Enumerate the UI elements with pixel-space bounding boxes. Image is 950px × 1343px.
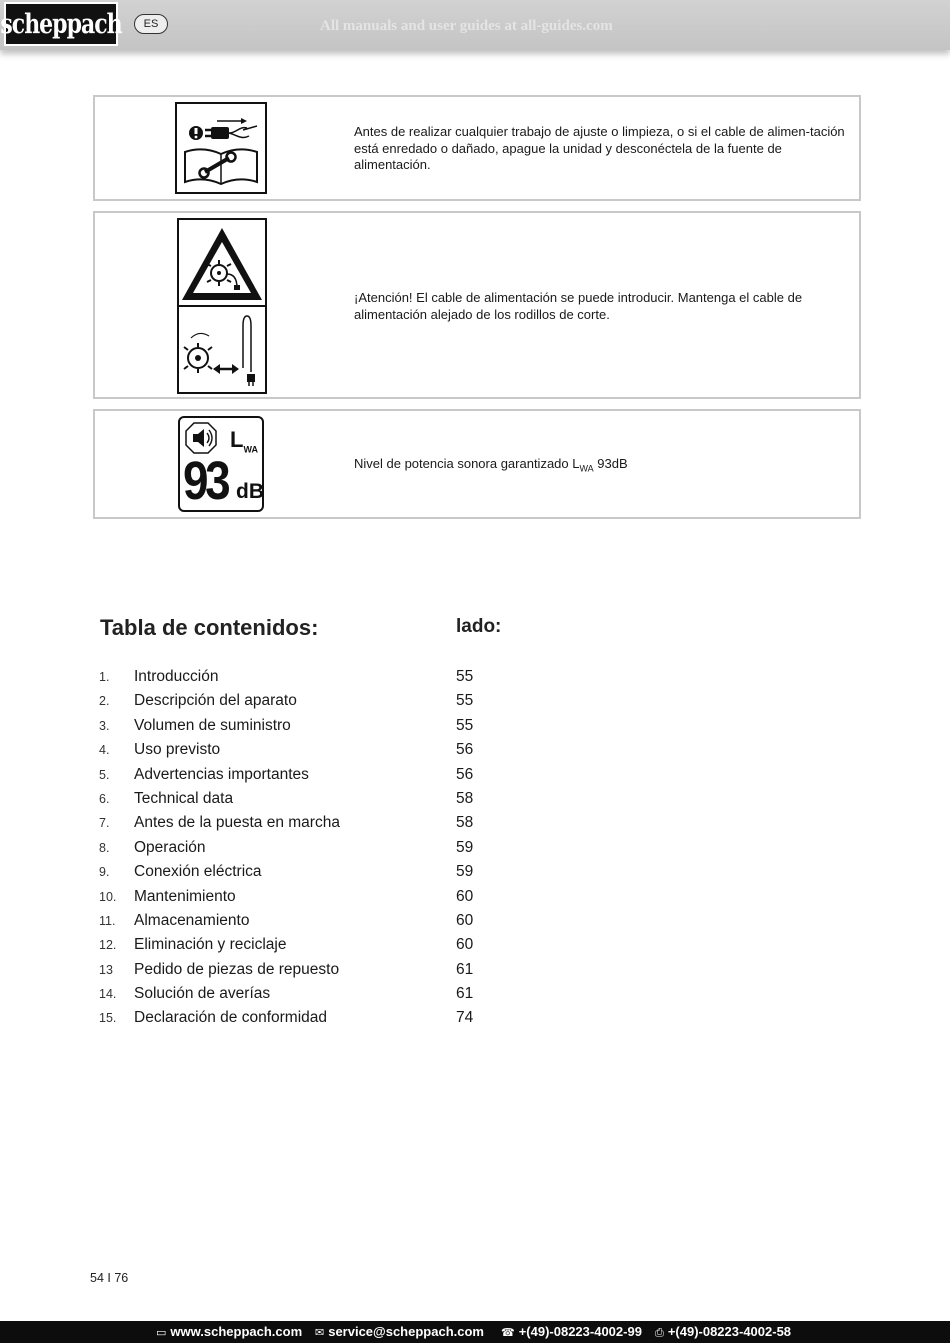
noise-text-sub: WA xyxy=(579,463,594,474)
toc-item-number: 13 xyxy=(99,962,113,977)
toc-item-page: 74 xyxy=(456,1009,474,1027)
mail-icon: ✉ xyxy=(315,1326,325,1339)
toc-title: Tabla de contenidos: xyxy=(100,615,319,640)
noise-level-badge xyxy=(178,416,264,512)
toc-item[interactable] xyxy=(99,692,519,716)
badge-unit: dB xyxy=(236,480,264,503)
toc-item-page: 56 xyxy=(456,741,474,759)
toc-item[interactable] xyxy=(99,936,519,960)
toc-item-number: 15. xyxy=(99,1011,117,1026)
language-badge: ES xyxy=(134,14,168,34)
toc-item-page: 60 xyxy=(456,936,474,954)
safety-box-cable-warning xyxy=(93,211,861,399)
toc-item-number: 6. xyxy=(99,791,110,806)
toc-item[interactable] xyxy=(99,814,519,838)
toc-item-number: 7. xyxy=(99,816,110,831)
toc-list xyxy=(99,668,519,1034)
badge-l-label xyxy=(230,427,258,454)
page-number: 54 I 76 xyxy=(90,1271,129,1285)
toc-item-page: 55 xyxy=(456,692,474,710)
toc-item[interactable] xyxy=(99,888,519,912)
watermark: All manuals and user guides at all-guides.com xyxy=(320,18,613,34)
page-header xyxy=(0,0,950,50)
safety-text-cable-warning: ¡Atención! El cable de alimentación se puede introducir. Mantenga el cable de alimentación alejado de los rodillos de corte. xyxy=(354,290,803,322)
toc-item[interactable] xyxy=(99,863,519,887)
toc-item[interactable] xyxy=(99,839,519,863)
brand-logo xyxy=(0,2,122,46)
toc-item-label: Mantenimiento xyxy=(134,887,236,905)
toc-item-page: 55 xyxy=(456,668,474,685)
safety-text-unplug: Antes de realizar cualquier trabajo de ajuste o limpieza, o si el cable de alimen-tación está enredado o dañado, apague la unidad y desconéctela de la fuente de alimentación. xyxy=(354,124,845,172)
toc-item-number: 14. xyxy=(99,987,117,1002)
toc-item-page: 59 xyxy=(456,838,474,856)
toc-item-label: Operación xyxy=(134,838,206,856)
footer-website[interactable] xyxy=(156,1324,302,1339)
toc-item-label: Technical data xyxy=(134,789,234,807)
toc-item-label: Conexión eléctrica xyxy=(134,863,262,881)
badge-value: 93 xyxy=(183,451,228,511)
toc-item[interactable] xyxy=(99,668,519,692)
toc-item-number: 1. xyxy=(99,670,110,684)
toc-item-label: Descripción del aparato xyxy=(134,692,297,710)
badge-l-letter: L xyxy=(230,427,244,452)
toc-item[interactable] xyxy=(99,717,519,741)
toc-item-label: Introducción xyxy=(134,668,219,685)
toc-item-page: 61 xyxy=(456,985,474,1003)
toc-item-label: Advertencias importantes xyxy=(134,765,309,783)
footer-fax-text: +(49)-08223-4002-58 xyxy=(667,1324,792,1339)
toc-item-number: 11. xyxy=(99,913,116,928)
toc-item-label: Almacenamiento xyxy=(134,911,250,929)
safety-box-noise-level xyxy=(93,409,861,519)
toc-item-number: 9. xyxy=(99,865,110,880)
toc-page-header: lado: xyxy=(456,616,502,637)
toc-item-page: 60 xyxy=(456,911,474,929)
toc-item-number: 4. xyxy=(99,743,110,758)
toc-item-number: 3. xyxy=(99,718,110,733)
toc-item[interactable] xyxy=(99,961,519,985)
footer-email[interactable] xyxy=(315,1324,484,1339)
cable-rollers-warning-icon xyxy=(177,218,267,394)
toc-item-number: 10. xyxy=(99,889,117,904)
toc-item[interactable] xyxy=(99,985,519,1009)
toc-item-page: 58 xyxy=(456,789,474,807)
toc-item-label: Declaración de conformidad xyxy=(134,1009,327,1027)
toc-item-number: 2. xyxy=(99,694,110,709)
toc-item[interactable] xyxy=(99,741,519,765)
footer-website-text: www.scheppach.com xyxy=(170,1324,303,1339)
toc-item-label: Solución de averías xyxy=(134,985,271,1003)
footer-phone xyxy=(501,1324,642,1339)
toc-item-number: 8. xyxy=(99,840,110,855)
toc-item-label: Eliminación y reciclaje xyxy=(134,936,287,954)
safety-box-unplug xyxy=(93,95,861,201)
toc-item-page: 61 xyxy=(456,960,474,978)
toc-item-page: 56 xyxy=(456,765,474,783)
page-footer xyxy=(0,1321,950,1343)
sound-emission-icon xyxy=(185,422,217,454)
toc-item[interactable] xyxy=(99,912,519,936)
noise-text-prefix: Nivel de potencia sonora garantizado L xyxy=(354,456,580,471)
footer-fax xyxy=(655,1324,791,1340)
toc-item-label: Antes de la puesta en marcha xyxy=(134,814,340,832)
brand-name: scheppach xyxy=(0,7,122,41)
noise-text-suffix: 93dB xyxy=(593,456,628,471)
footer-phone-text: +(49)-08223-4002-99 xyxy=(518,1324,642,1339)
toc-item-page: 60 xyxy=(456,887,474,905)
toc-item[interactable] xyxy=(99,766,519,790)
phone-icon: ☎ xyxy=(501,1326,515,1339)
computer-icon: ▭ xyxy=(156,1326,167,1339)
toc-item[interactable] xyxy=(99,790,519,814)
footer-email-text: service@scheppach.com xyxy=(328,1324,484,1339)
toc-item-page: 59 xyxy=(456,863,474,881)
toc-item-label: Uso previsto xyxy=(134,741,221,759)
unplug-manual-icon xyxy=(175,102,267,194)
toc-item-number: 12. xyxy=(99,938,117,953)
safety-text-noise-level xyxy=(354,456,846,477)
toc-item[interactable] xyxy=(99,1009,519,1033)
toc-item-label: Pedido de piezas de repuesto xyxy=(134,960,340,978)
toc-item-page: 55 xyxy=(456,716,474,734)
badge-l-sub: WA xyxy=(243,444,258,455)
toc-item-page: 58 xyxy=(456,814,474,832)
toc-item-label: Volumen de suministro xyxy=(134,716,291,734)
toc-item-number: 5. xyxy=(99,767,110,782)
fax-icon: ⎙ xyxy=(655,1326,664,1339)
